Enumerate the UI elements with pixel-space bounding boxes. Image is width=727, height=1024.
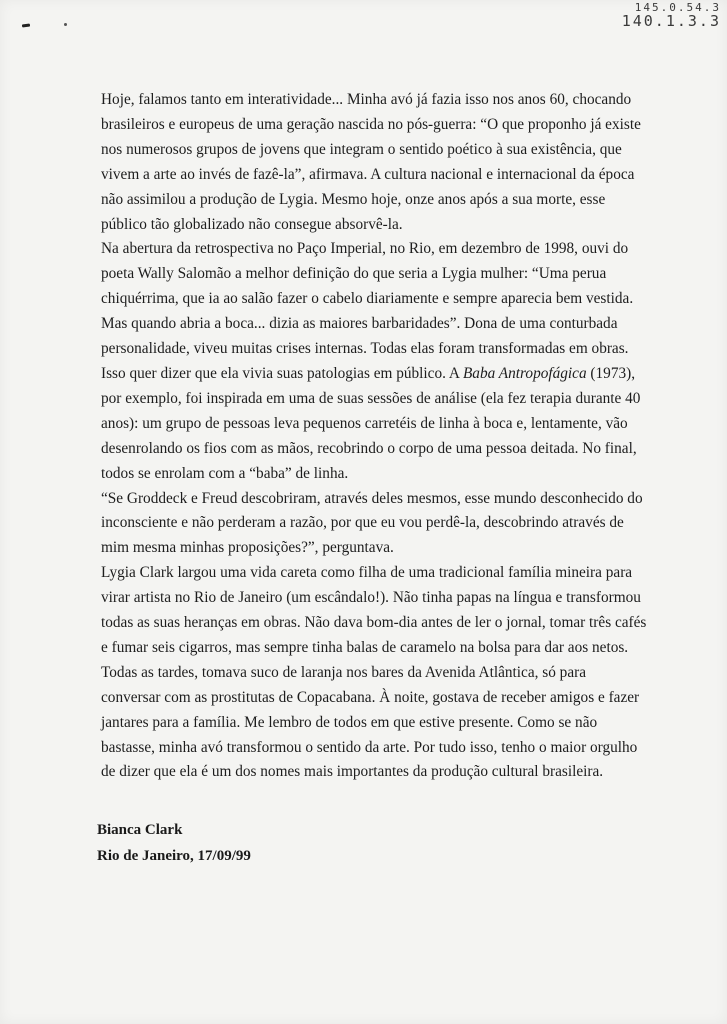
- paragraph-2-text-start: Na abertura da retrospectiva no Paço Imperial, no Rio, em dezembro de 1998, ouvi do poeta Wally Salomão a melhor definição do que seria a Lygia mulher: “Uma perua chiquérrima, que ia ao salão fazer o cabelo diariamente e sempre aparecia bem vestida. Mas quando abria a boca... dizia as maiores barbaridades”. Dona de uma conturbada personalidade, viveu muitas crises internas. Todas elas foram transformadas em obras. Isso quer dizer que ela vivia suas patologias em público. A: [101, 240, 634, 382]
- signature-block: [97, 817, 251, 869]
- paragraph-2: [101, 237, 649, 486]
- ink-dot-mark: [64, 23, 67, 26]
- paragraph-3-text: “Se Groddeck e Freud descobriram, através deles mesmos, esse mundo desconhecido do inconsciente e não perderam a razão, por que eu vou perdê-la, descobrindo através de mim mesma minhas proposições?”, perguntava.: [101, 489, 643, 557]
- artwork-title: Baba Antropofágica: [462, 364, 587, 382]
- paragraph-1-text: Hoje, falamos tanto em interatividade... Minha avó já fazia isso nos anos 60, chocando brasileiros e europeus de uma geração nascida no pós-guerra: “O que proponho já existe nos numerosos grupos de jovens que integram o sentido poético à sua existência, que vivem a arte ao invés de fazê-la”, afirmava. A cultura nacional e internacional da época não assimilou a produção de Lygia. Mesmo hoje, onze anos após a sua morte, esse público tão globalizado não consegue absorvê-la.: [101, 91, 641, 233]
- place-and-date: Rio de Janeiro, 17/09/99: [97, 848, 251, 864]
- paragraph-4: [101, 561, 649, 785]
- paragraph-3: [101, 487, 649, 562]
- pen-tick-mark: [22, 23, 30, 27]
- paragraph-1: [101, 88, 649, 237]
- letter-body: [101, 88, 649, 785]
- archive-mark-line-2: 140.1.3.3: [621, 11, 721, 30]
- archive-mark-line-1: 145.0.54.3: [634, 1, 721, 14]
- paragraph-4-text: Lygia Clark largou uma vida careta como filha de uma tradicional família mineira para virar artista no Rio de Janeiro (um escândalo!). Não tinha papas na língua e transformou todas as suas heranças em obras. Não dava bom-dia antes de ler o jornal, tomar três cafés e fumar seis cigarros, mas sempre tinha balas de caramelo na bolsa para dar aos netos. Todas as tardes, tomava suco de laranja nos bares da Avenida Atlântica, só para conversar com as prostitutas de Copacabana. À noite, gostava de receber amigos e fazer jantares para a família. Me lembro de todos em que estive presente. Como se não bastasse, minha avó transformou o sentido da arte. Por tudo isso, tenho o maior orgulho de dizer que ela é um dos nomes mais importantes da produção cultural brasileira.: [101, 564, 647, 781]
- paragraph-2-text-end: (1973), por exemplo, foi inspirada em uma de suas sessões de análise (ela fez terapia durante 40 anos): um grupo de pessoas leva pequenos carretéis de linha à boca e, lentamente, vão desenrolando os fios com as mãos, recobrindo o corpo de uma pessoa deitada. No final, todos se enrolam com a “baba” de linha.: [101, 364, 641, 482]
- author-name: Bianca Clark: [97, 822, 183, 838]
- archive-reference-marks: [622, 2, 721, 29]
